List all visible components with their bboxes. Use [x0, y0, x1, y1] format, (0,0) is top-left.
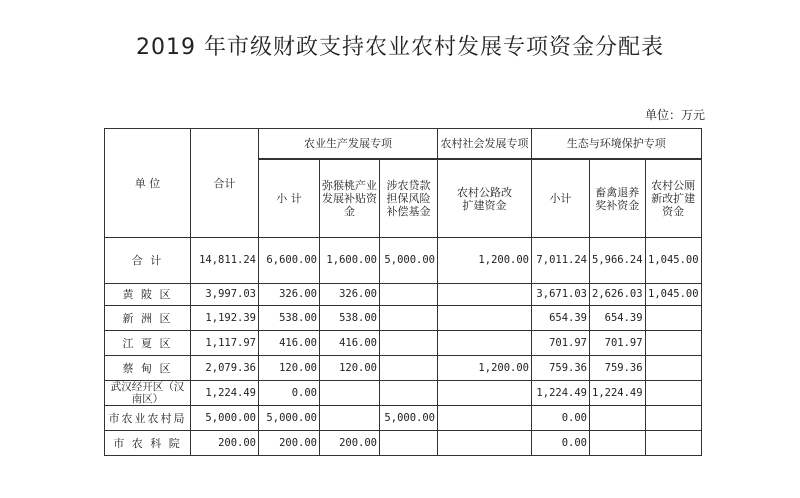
cell-kiwi [320, 381, 380, 406]
table-row [105, 431, 702, 456]
allocation-table [104, 128, 702, 456]
table-row [105, 406, 702, 431]
cell-road [438, 284, 532, 306]
total-row [105, 238, 702, 284]
cell-toilet: 1,045.00 [645, 284, 701, 306]
cell-agri-sub: 0.00 [259, 381, 320, 406]
header-agri-subtotal: 小 计 [259, 160, 320, 238]
cell-toilet [645, 381, 701, 406]
cell-livestock: 2,626.03 [590, 284, 646, 306]
header-road: 农村公路改扩建资金 [438, 160, 532, 238]
cell-livestock: 5,966.24 [590, 238, 646, 284]
cell-agri-sub: 416.00 [259, 331, 320, 356]
cell-agri-sub: 200.00 [259, 431, 320, 456]
cell-total: 5,000.00 [191, 406, 259, 431]
header-livestock: 畜禽退养奖补资金 [590, 160, 646, 238]
cell-total: 2,079.36 [191, 356, 259, 381]
cell-kiwi: 538.00 [320, 306, 380, 331]
cell-toilet: 1,045.00 [645, 238, 701, 284]
cell-eco-sub: 7,011.24 [532, 238, 590, 284]
cell-livestock: 1,224.49 [590, 381, 646, 406]
cell-total: 1,117.97 [191, 331, 259, 356]
row-unit-name: 新 洲 区 [105, 306, 191, 331]
cell-road: 1,200.00 [438, 356, 532, 381]
cell-eco-sub: 654.39 [532, 306, 590, 331]
cell-eco-sub: 701.97 [532, 331, 590, 356]
cell-loan [380, 431, 438, 456]
cell-kiwi: 200.00 [320, 431, 380, 456]
cell-toilet [645, 306, 701, 331]
header-unit: 单 位 [105, 129, 191, 238]
cell-total: 3,997.03 [191, 284, 259, 306]
cell-loan [380, 381, 438, 406]
header-total: 合计 [191, 129, 259, 238]
table-row [105, 381, 702, 406]
cell-total: 1,224.49 [191, 381, 259, 406]
cell-road [438, 306, 532, 331]
header-group-eco: 生态与环境保护专项 [532, 129, 702, 159]
header-group-rural: 农村社会发展专项 [438, 129, 532, 159]
header-group-agri: 农业生产发展专项 [259, 129, 438, 159]
cell-loan [380, 356, 438, 381]
header-kiwi: 弥猴桃产业发展补贴资金 [320, 160, 380, 238]
cell-toilet [645, 431, 701, 456]
cell-total: 14,811.24 [191, 238, 259, 284]
cell-toilet [645, 331, 701, 356]
cell-loan [380, 306, 438, 331]
cell-road [438, 431, 532, 456]
table-row [105, 306, 702, 331]
cell-kiwi [320, 406, 380, 431]
cell-agri-sub: 326.00 [259, 284, 320, 306]
header-loan: 涉农贷款担保风险补偿基金 [380, 160, 438, 238]
cell-livestock [590, 406, 646, 431]
cell-eco-sub: 3,671.03 [532, 284, 590, 306]
cell-road: 1,200.00 [438, 238, 532, 284]
row-unit-name: 蔡 甸 区 [105, 356, 191, 381]
header-toilet: 农村公厕新改扩建资金 [645, 160, 701, 238]
table-row [105, 331, 702, 356]
cell-eco-sub: 759.36 [532, 356, 590, 381]
row-unit-name: 武汉经开区（汉南区） [105, 381, 191, 406]
row-unit-name: 江 夏 区 [105, 331, 191, 356]
cell-agri-sub: 538.00 [259, 306, 320, 331]
cell-eco-sub: 0.00 [532, 431, 590, 456]
cell-agri-sub: 6,600.00 [259, 238, 320, 284]
cell-road [438, 331, 532, 356]
cell-livestock: 759.36 [590, 356, 646, 381]
cell-road [438, 406, 532, 431]
cell-toilet [645, 406, 701, 431]
cell-kiwi: 326.00 [320, 284, 380, 306]
cell-total: 1,192.39 [191, 306, 259, 331]
row-unit-name: 市农业农村局 [105, 406, 191, 431]
cell-eco-sub: 1,224.49 [532, 381, 590, 406]
cell-loan [380, 284, 438, 306]
cell-kiwi: 1,600.00 [320, 238, 380, 284]
header-eco-subtotal: 小计 [532, 160, 590, 238]
cell-kiwi: 120.00 [320, 356, 380, 381]
cell-kiwi: 416.00 [320, 331, 380, 356]
unit-label: 单位：万元 [645, 108, 706, 122]
cell-livestock [590, 431, 646, 456]
cell-loan: 5,000.00 [380, 406, 438, 431]
row-unit-name: 合 计 [105, 238, 191, 284]
cell-loan: 5,000.00 [380, 238, 438, 284]
row-unit-name: 市 农 科 院 [105, 431, 191, 456]
page-title: 2019 年市级财政支持农业农村发展专项资金分配表 [136, 35, 664, 60]
cell-livestock: 654.39 [590, 306, 646, 331]
cell-road [438, 381, 532, 406]
cell-livestock: 701.97 [590, 331, 646, 356]
cell-toilet [645, 356, 701, 381]
table-row [105, 356, 702, 381]
table-row [105, 284, 702, 306]
cell-agri-sub: 5,000.00 [259, 406, 320, 431]
cell-loan [380, 331, 438, 356]
cell-total: 200.00 [191, 431, 259, 456]
cell-eco-sub: 0.00 [532, 406, 590, 431]
row-unit-name: 黄 陂 区 [105, 284, 191, 306]
cell-agri-sub: 120.00 [259, 356, 320, 381]
